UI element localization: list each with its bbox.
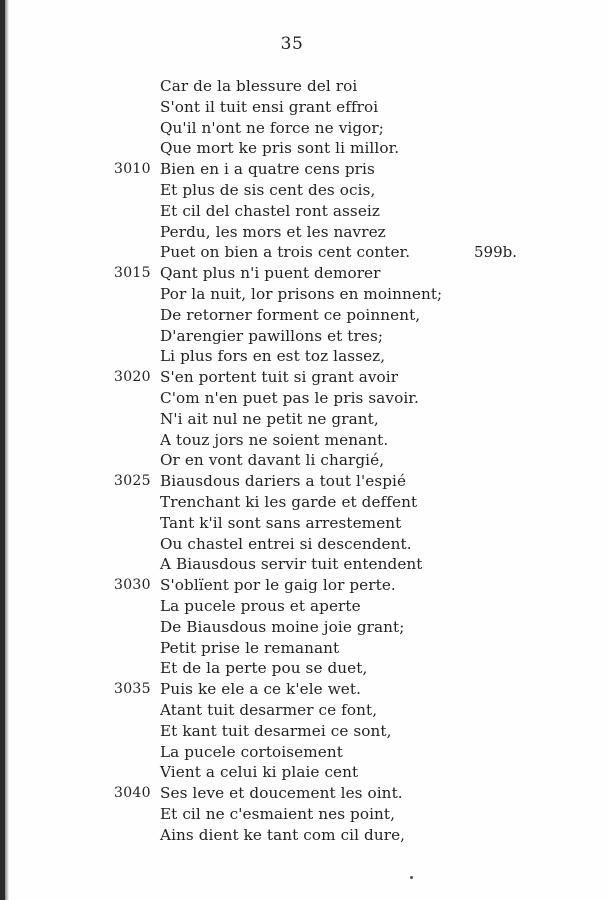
verse-text: S'oblïent por le gaig lor perte. bbox=[160, 576, 396, 595]
verse-text: De retorner forment ce poinnent, bbox=[160, 305, 421, 324]
verse-line bbox=[0, 430, 609, 451]
verse-line bbox=[0, 825, 609, 846]
verse-line bbox=[0, 742, 609, 763]
verse-text: Petit prise le remanant bbox=[160, 638, 340, 657]
verse-block bbox=[0, 76, 609, 845]
verse-line bbox=[0, 326, 609, 347]
page-number: 35 bbox=[280, 34, 304, 54]
verse-line bbox=[0, 534, 609, 555]
line-number: 3010 bbox=[114, 161, 151, 178]
verse-text: Qant plus n'i puent demorer bbox=[160, 264, 381, 283]
verse-line bbox=[0, 679, 609, 700]
verse-line bbox=[0, 762, 609, 783]
verse-text: Tant k'il sont sans arrestement bbox=[160, 513, 402, 532]
verse-line bbox=[0, 388, 609, 409]
verse-line bbox=[0, 554, 609, 575]
verse-text: S'ont il tuit ensi grant effroi bbox=[160, 97, 379, 116]
verse-text: A Biausdous servir tuit entendent bbox=[160, 555, 423, 574]
manuscript-folio-note: 599b. bbox=[474, 243, 518, 262]
verse-line bbox=[0, 575, 609, 596]
verse-text: D'arengier pawillons et tres; bbox=[160, 326, 384, 345]
verse-text: Ses leve et doucement les oint. bbox=[160, 784, 403, 803]
verse-line bbox=[0, 721, 609, 742]
verse-line bbox=[0, 596, 609, 617]
verse-text: Trenchant ki les garde et deffent bbox=[160, 492, 418, 511]
verse-line bbox=[0, 284, 609, 305]
verse-line bbox=[0, 118, 609, 139]
verse-text: Por la nuit, lor prisons en moinnent; bbox=[160, 284, 443, 303]
verse-text: Vient a celui ki plaie cent bbox=[160, 763, 359, 782]
verse-line bbox=[0, 409, 609, 430]
line-number: 3025 bbox=[114, 473, 151, 490]
verse-text: La pucele prous et aperte bbox=[160, 596, 361, 615]
verse-line bbox=[0, 97, 609, 118]
verse-line bbox=[0, 617, 609, 638]
line-number: 3020 bbox=[114, 369, 151, 386]
verse-text: Et cil ne c'esmaient nes point, bbox=[160, 804, 396, 823]
verse-line bbox=[0, 638, 609, 659]
ink-speck bbox=[410, 876, 413, 879]
verse-text: La pucele cortoisement bbox=[160, 742, 343, 761]
verse-line bbox=[0, 138, 609, 159]
verse-line bbox=[0, 783, 609, 804]
verse-text: Et kant tuit desarmei ce sont, bbox=[160, 721, 392, 740]
verse-line bbox=[0, 76, 609, 97]
verse-text: Bien en i a quatre cens pris bbox=[160, 160, 375, 179]
verse-line bbox=[0, 180, 609, 201]
verse-text: Et plus de sis cent des ocis, bbox=[160, 180, 376, 199]
verse-text: Puet on bien a trois cent conter. bbox=[160, 243, 411, 262]
line-number: 3040 bbox=[114, 785, 151, 802]
verse-line bbox=[0, 159, 609, 180]
verse-text: Li plus fors en est toz lassez, bbox=[160, 347, 386, 366]
verse-text: S'en portent tuit si grant avoir bbox=[160, 368, 399, 387]
verse-text: Puis ke ele a ce k'ele wet. bbox=[160, 680, 362, 699]
verse-line bbox=[0, 700, 609, 721]
line-number: 3035 bbox=[114, 681, 151, 698]
verse-text: Ou chastel entrei si descendent. bbox=[160, 534, 412, 553]
verse-text: Car de la blessure del roi bbox=[160, 77, 358, 95]
verse-text: Ains dient ke tant com cil dure, bbox=[160, 825, 406, 844]
verse-text: Qu'il n'ont ne force ne vigor; bbox=[160, 118, 384, 137]
line-number: 3030 bbox=[114, 577, 151, 594]
verse-text: Or en vont davant li chargié, bbox=[160, 451, 385, 470]
verse-text: Et de la perte pou se duet, bbox=[160, 659, 368, 678]
verse-line bbox=[0, 367, 609, 388]
verse-line bbox=[0, 513, 609, 534]
verse-line bbox=[0, 346, 609, 367]
verse-line bbox=[0, 222, 609, 243]
verse-text: A touz jors ne soient menant. bbox=[160, 430, 389, 449]
verse-text: N'i ait nul ne petit ne grant, bbox=[160, 409, 379, 428]
verse-text: C'om n'en puet pas le pris savoir. bbox=[160, 388, 419, 407]
verse-text: Perdu, les mors et les navrez bbox=[160, 222, 386, 241]
verse-text: Biausdous dariers a tout l'espié bbox=[160, 472, 407, 491]
verse-line bbox=[0, 658, 609, 679]
verse-line bbox=[0, 305, 609, 326]
line-number: 3015 bbox=[114, 265, 151, 282]
verse-line bbox=[0, 201, 609, 222]
verse-line bbox=[0, 804, 609, 825]
verse-line bbox=[0, 471, 609, 492]
verse-line bbox=[0, 450, 609, 471]
verse-text: Que mort ke pris sont li millor. bbox=[160, 139, 400, 158]
verse-line bbox=[0, 263, 609, 284]
verse-text: De Biausdous moine joie grant; bbox=[160, 617, 405, 636]
verse-text: Et cil del chastel ront asseiz bbox=[160, 201, 380, 220]
verse-line bbox=[0, 242, 609, 263]
verse-line bbox=[0, 492, 609, 513]
verse-text: Atant tuit desarmer ce font, bbox=[160, 700, 378, 719]
